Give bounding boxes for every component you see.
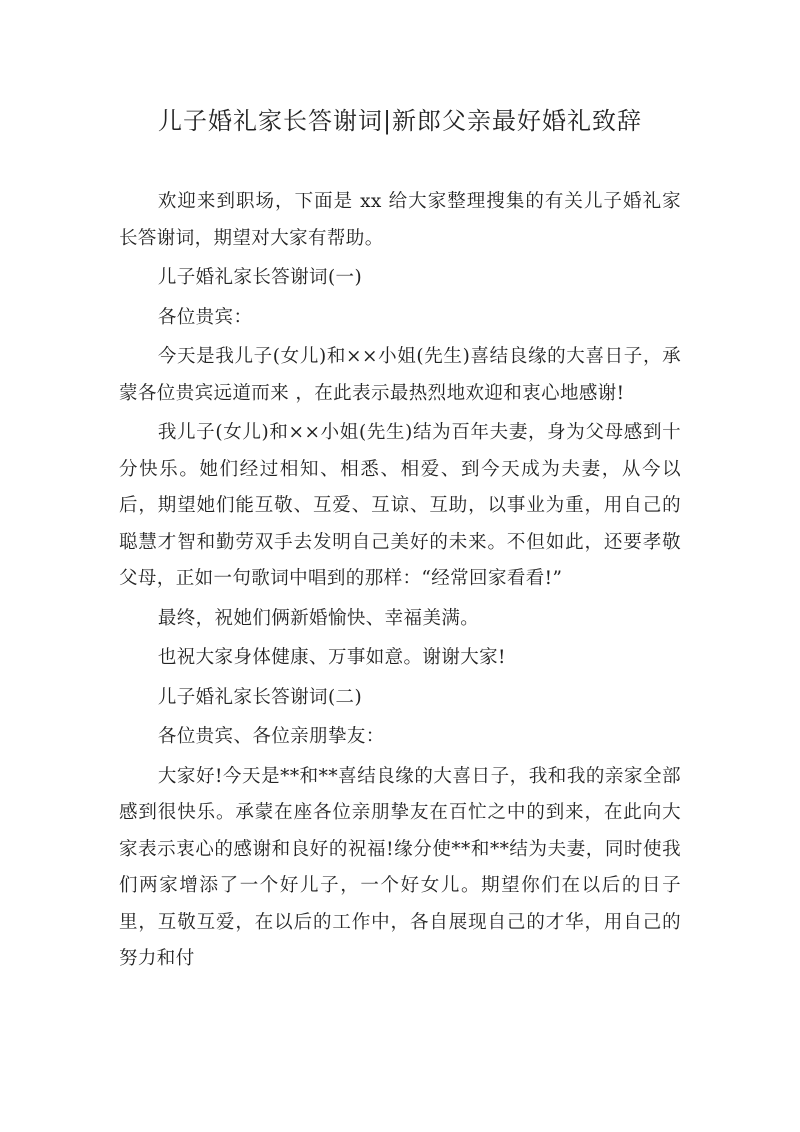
body-paragraph: 也祝大家身体健康、万事如意。谢谢大家! — [157, 647, 506, 668]
document-title: 儿子婚礼家长答谢词|新郎父亲最好婚礼致辞 — [157, 107, 643, 135]
salutation-1: 各位贵宾： — [157, 306, 253, 328]
body-paragraph: 我儿子(女儿)和××小姐(先生)结为百年夫妻，身为父母感到十分快乐。她们经过相知、相悉、相爱、到今天成为夫妻，从今以后，期望她们能互敬、互爱、互谅、互助，以事业为重，用自己的聪慧才智和勤劳双手去发明自己美好的未来。不但如此，还要孝敬父母，正如一句歌词中唱到的那样：“经常回家看看!” — [119, 422, 681, 589]
intro-paragraph: 欢迎来到职场，下面是 xx 给大家整理搜集的有关儿子婚礼家长答谢词，期望对大家有帮助。 — [119, 191, 681, 249]
section-heading-2: 儿子婚礼家长答谢词(二) — [157, 686, 363, 708]
salutation-2: 各位贵宾、各位亲朋挚友： — [157, 726, 385, 747]
body-paragraph: 今天是我儿子(女儿)和××小姐(先生)喜结良缘的大喜日子，承蒙各位贵宾远道而来 ，在此表示最热烈地欢迎和衷心地感谢! — [119, 346, 681, 404]
body-paragraph: 大家好!今天是**和**喜结良缘的大喜日子，我和我的亲家全部感到很快乐。承蒙在座各位亲朋挚友在百忙之中的到来，在此向大家表示衷心的感谢和良好的祝福!缘分使**和**结为夫妻，同时使我们两家增添了一个好儿子，一个好女儿。期望你们在以后的日子里，互敬互爱，在以后的工作中，各自展现自己的才华，用自己的努力和付 — [119, 765, 681, 969]
section-heading-1: 儿子婚礼家长答谢词(一) — [157, 267, 363, 288]
document-body — [119, 184, 681, 978]
body-paragraph: 最终，祝她们俩新婚愉快、幸福美满。 — [157, 607, 480, 629]
